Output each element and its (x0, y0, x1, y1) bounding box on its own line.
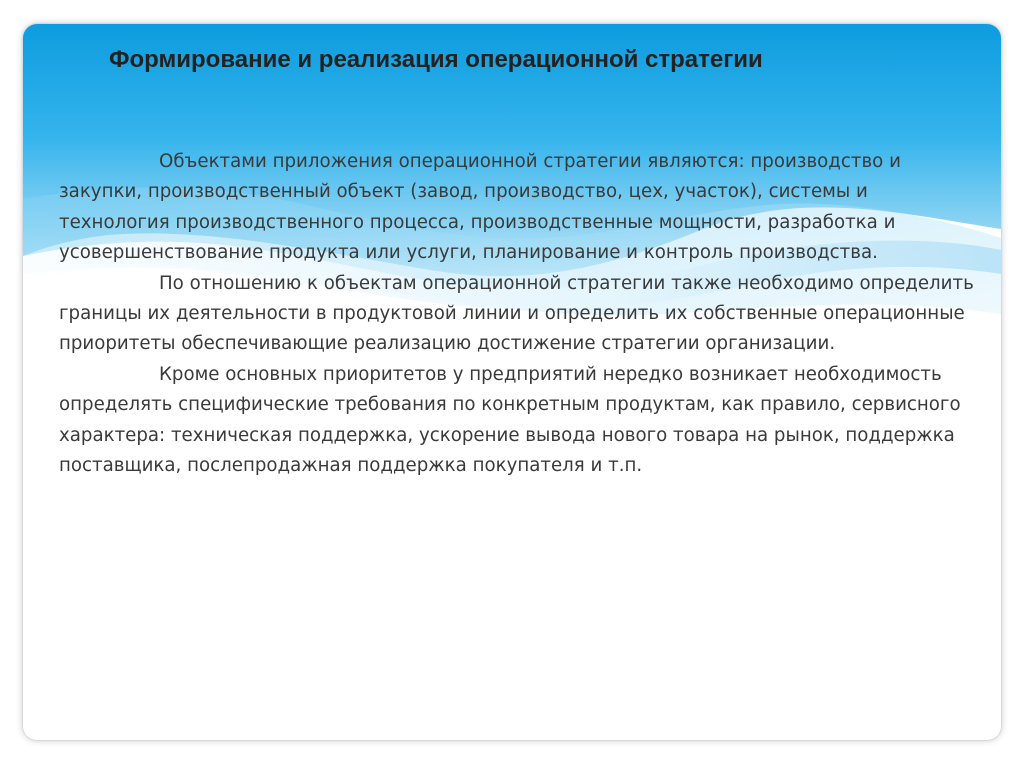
slide-title: Формирование и реализация операционной стратегии (109, 46, 763, 73)
paragraph-objects: Объектами приложения операционной стратегии являются: производство и закупки, производственный объект (завод, производство, цех, участок), системы и технология производственного процесса, производственные мощности, разработка и усовершенствование продукта или услуги, планирование и контроль производства. (59, 151, 901, 264)
paragraph-priorities: Кроме основных приоритетов у предприятий нередко возникает необходимость определять специфические требования по конкретным продуктам, как правило, сервисного характера: техническая поддержка, ускорение вывода нового товара на рынок, поддержка поставщика, послепродажная поддержка покупателя и т.п. (59, 363, 961, 477)
paragraph-boundaries: По отношению к объектам операционной стратегии также необходимо определить границы их деятельности в продуктовой линии и определить их собственные операционные приоритеты обеспечивающие реализацию достижение стратегии организации. (59, 272, 974, 355)
slide-frame (23, 24, 1001, 740)
slide-body (59, 147, 979, 481)
